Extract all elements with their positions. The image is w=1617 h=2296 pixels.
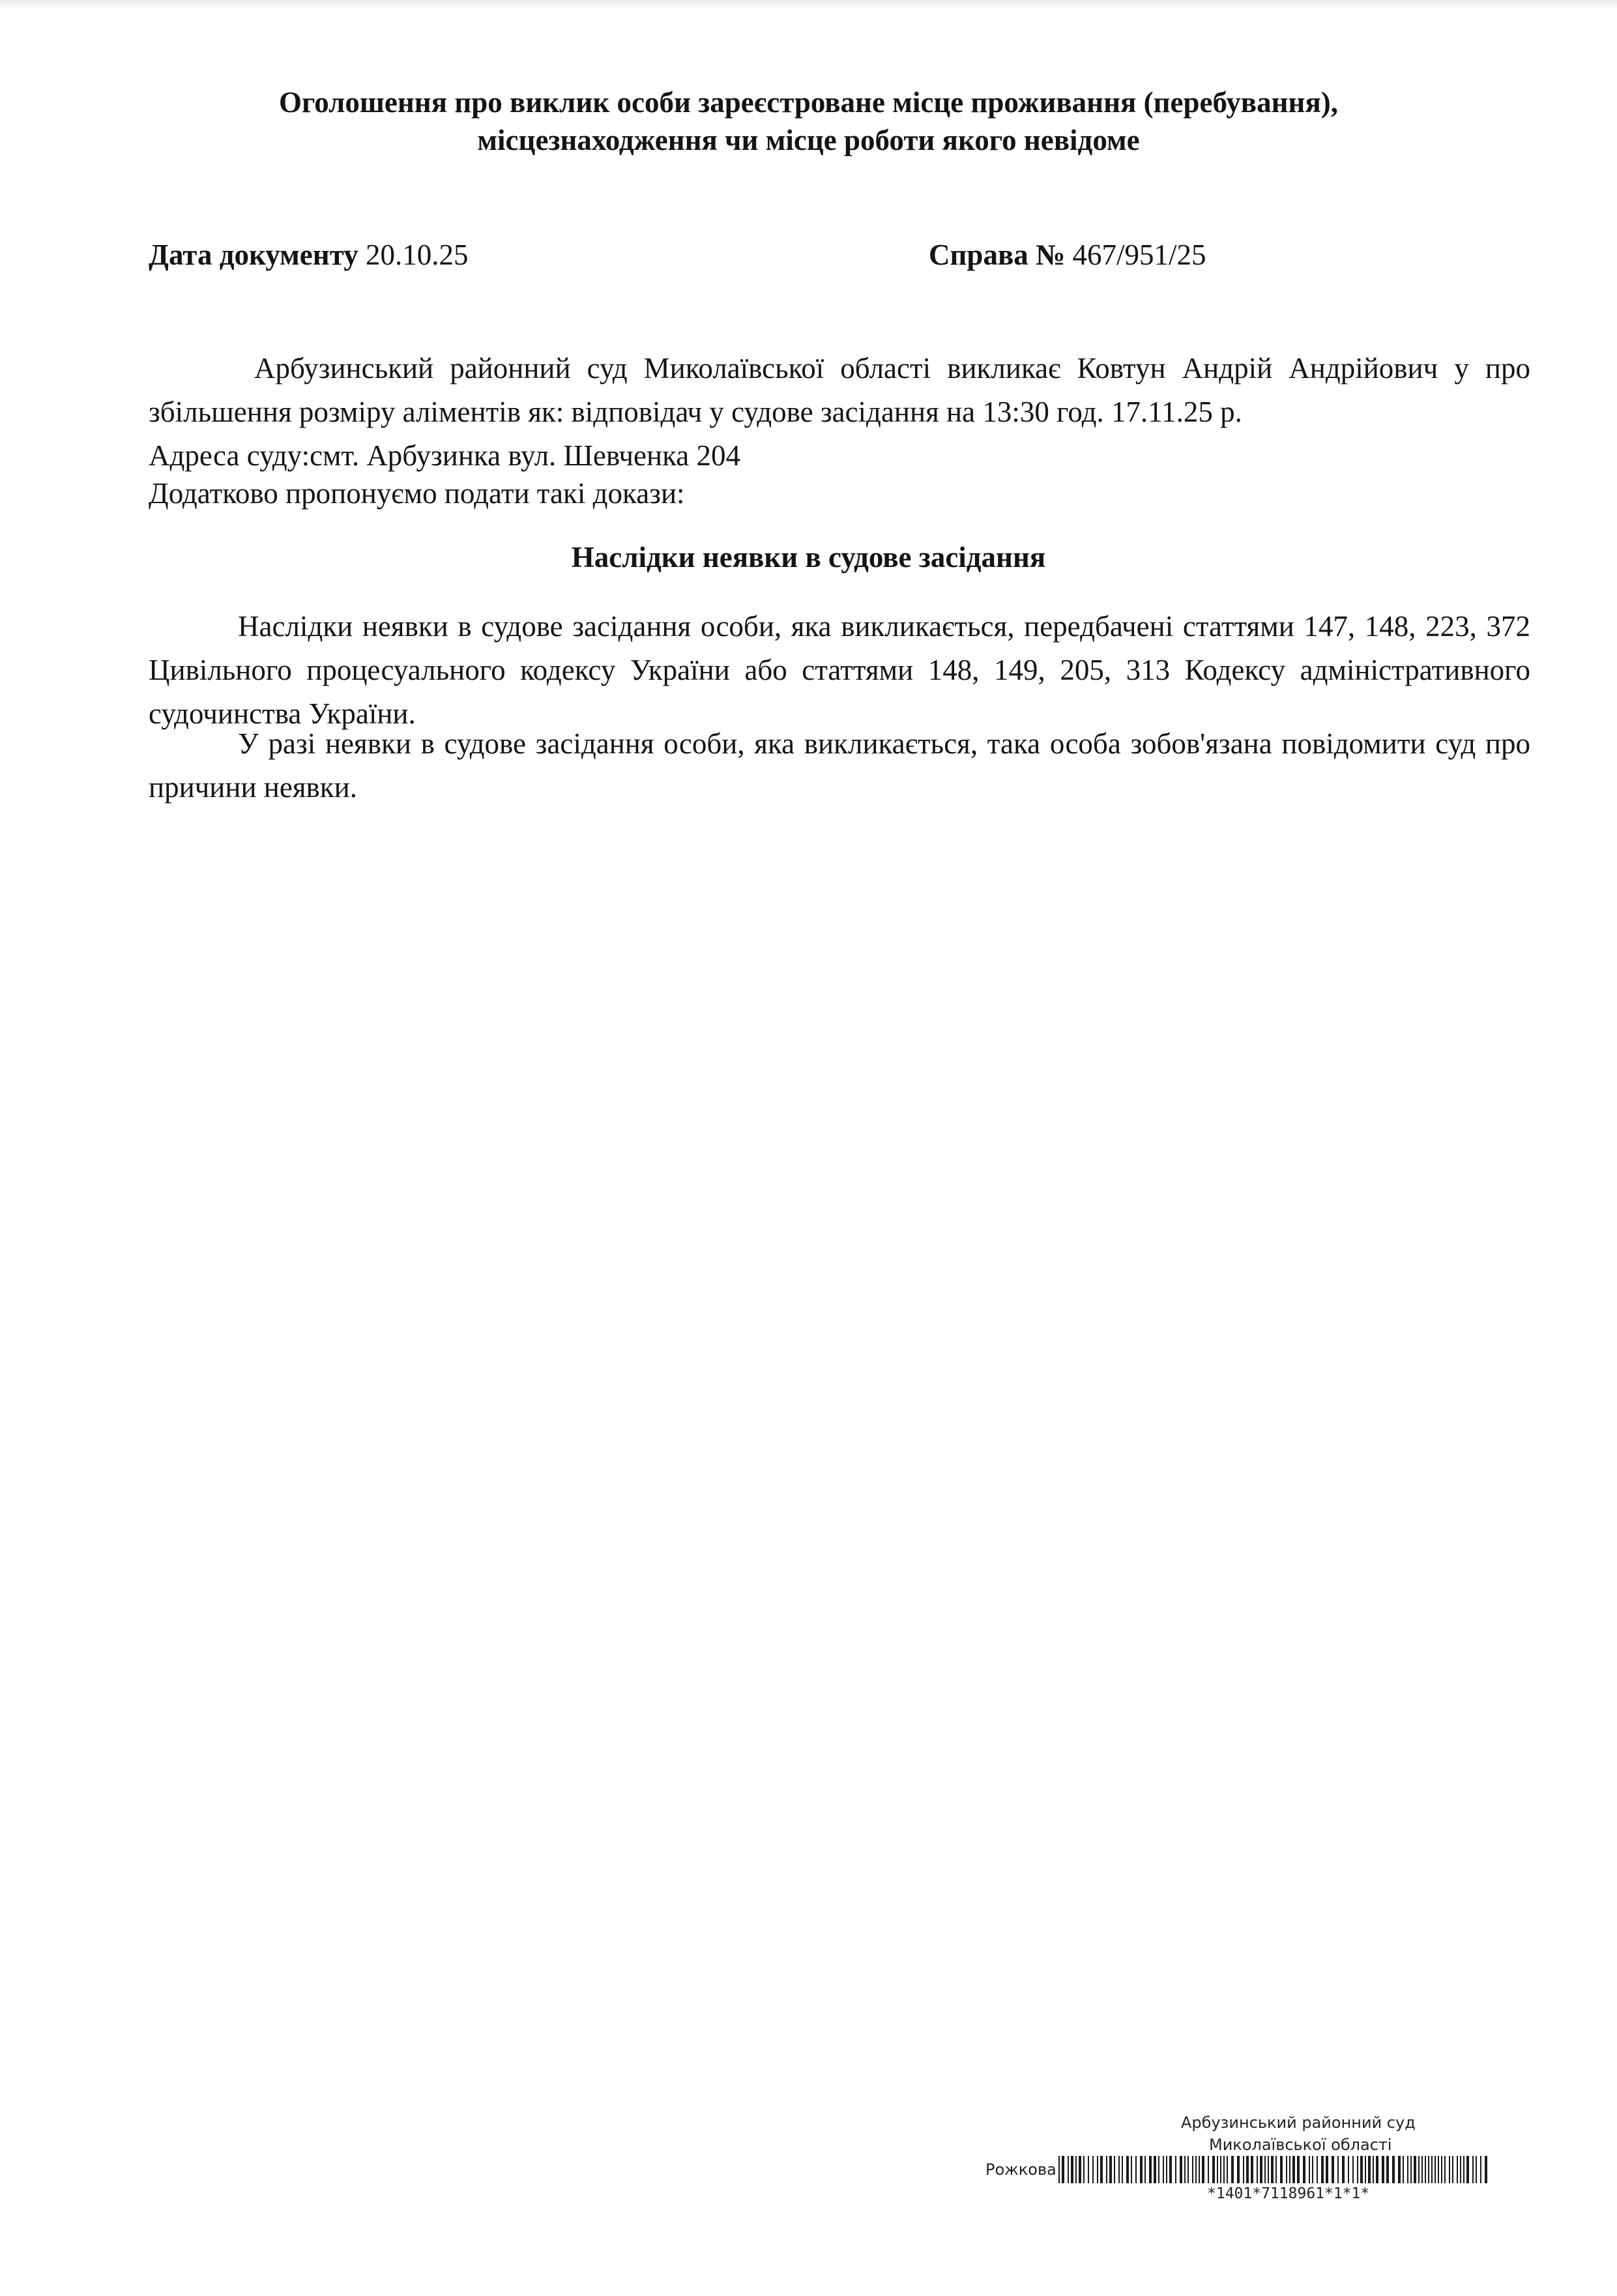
consequences-paragraph: Наслідки неявки в судове засідання особи, яка викликається, передбачені статтями 147, 148, 223, 372 Цивільного процесуального кодексу України або статтями 148, 149, 205, 313 Кодексу адміністративного судочинства України. — [149, 610, 1530, 730]
document-date — [149, 236, 468, 274]
stamp-court-region: Миколаївської області — [1209, 2136, 1392, 2154]
evidence-request: Додатково пропонуємо подати такі докази: — [149, 477, 685, 510]
document-title-line1: Оголошення про виклик особи зареєстроване місце проживання (перебування), — [278, 86, 1339, 119]
document-title-line2: місцезнаходження чи місце роботи якого невідоме — [477, 124, 1140, 156]
summons-paragraph: Арбузинський районний суд Миколаївської області викликає Ковтун Андрій Андрійович у про збільшення розміру аліментів як: відповідач у судове засідання на 13:30 год. 17.11.25 р. — [149, 352, 1530, 428]
court-address: Адреса суду:смт. Арбузинка вул. Шевченка 204 — [149, 439, 741, 472]
case-value: 467/951/25 — [1072, 239, 1206, 271]
stamp-court-name: Арбузинський районний суд — [1181, 2114, 1416, 2132]
registration-stamp — [978, 2104, 1564, 2273]
barcode-image — [1058, 2156, 1491, 2183]
case-label: Справа № — [929, 239, 1066, 271]
barcode-number: *1401*7118961*1*1* — [1207, 2185, 1370, 2202]
stamp-clerk-name: Рожкова — [985, 2160, 1056, 2179]
consequences-heading: Наслідки неявки в судове засідання — [571, 541, 1046, 574]
date-value: 20.10.25 — [365, 239, 469, 271]
date-label: Дата документу — [149, 239, 358, 271]
scan-edge — [0, 0, 1617, 9]
case-number — [929, 236, 1206, 274]
notification-paragraph: У разі неявки в судове засідання особи, яка викликається, така особа зобов'язана повідомити суд про причини неявки. — [149, 727, 1530, 804]
